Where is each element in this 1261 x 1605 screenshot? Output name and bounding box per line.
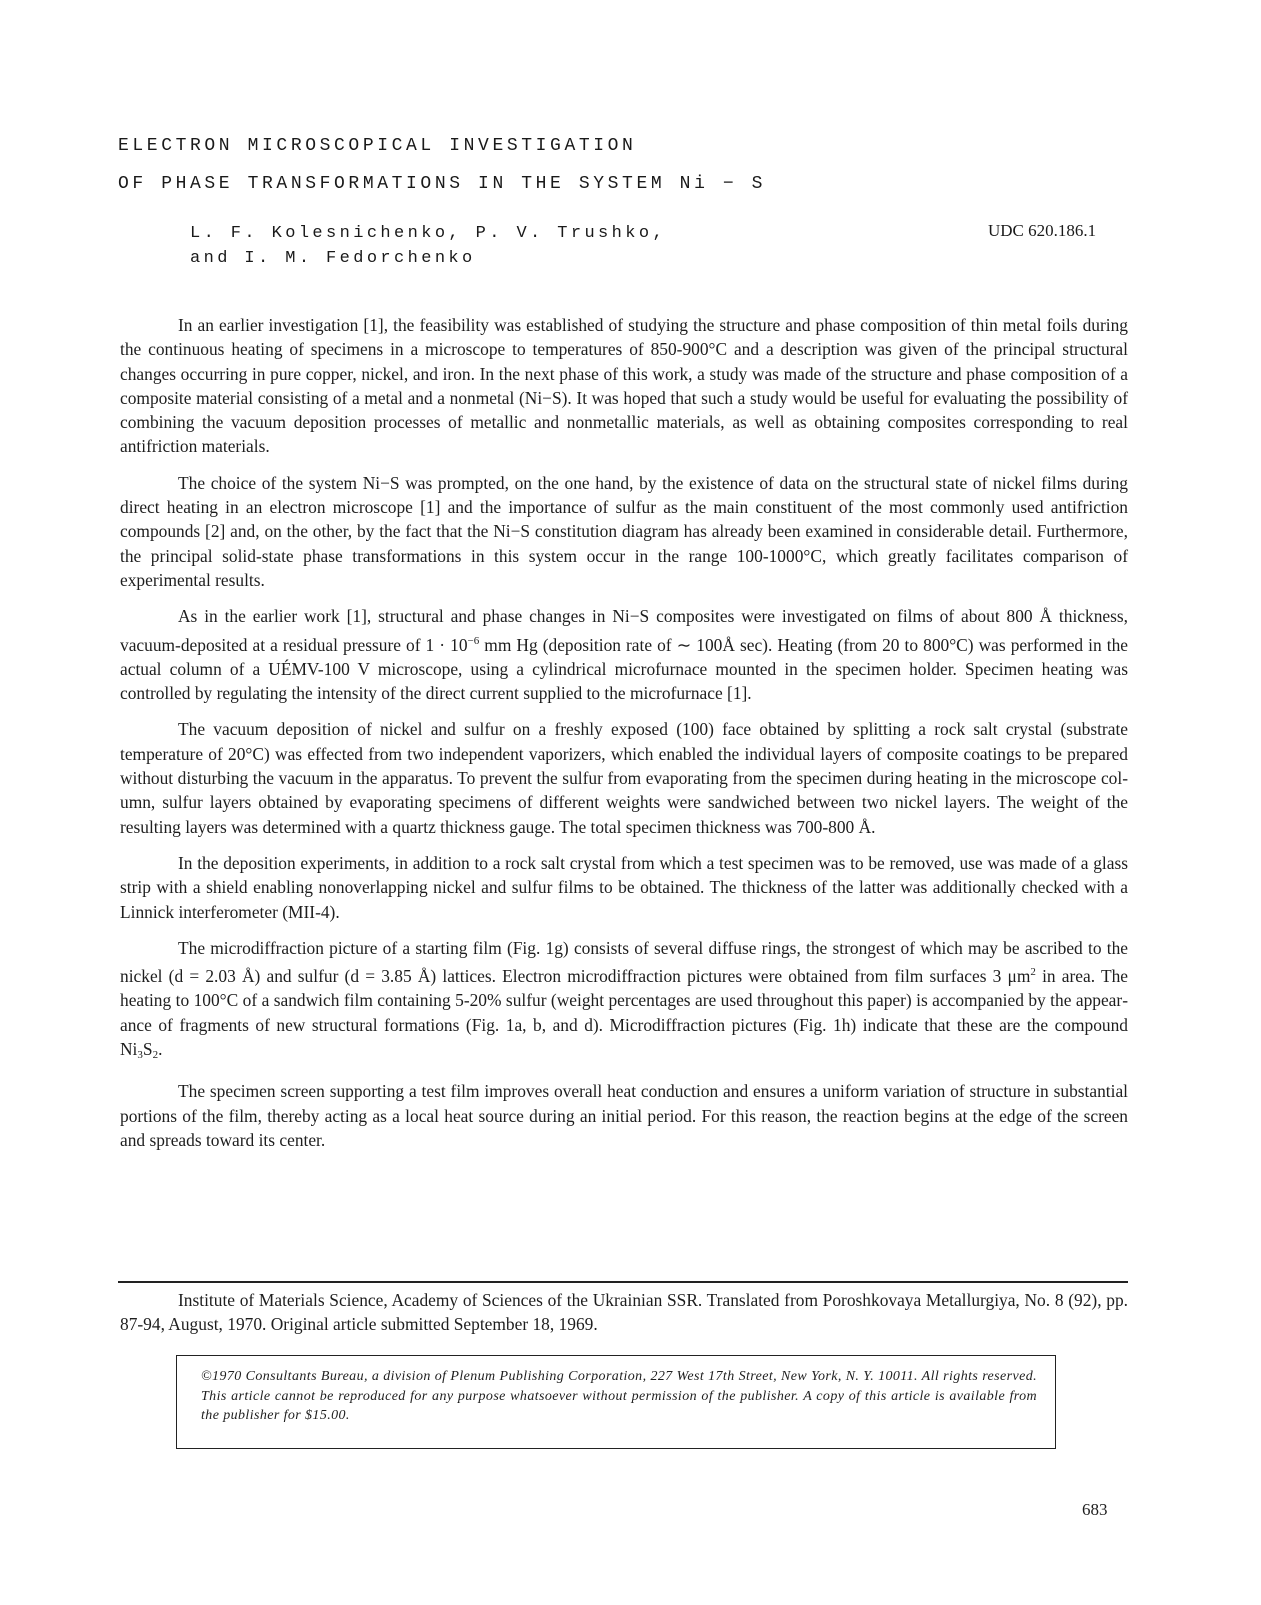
paragraph-6 bbox=[120, 936, 1128, 1067]
article-body bbox=[120, 313, 1128, 1164]
author-line-2: and I. M. Fedorchenko bbox=[190, 249, 476, 268]
paragraph-6-text-c: S bbox=[142, 1039, 153, 1060]
pressure-exponent: −6 bbox=[467, 634, 480, 647]
paragraph-6-text-a: The microdiffraction picture of a starting film (Fig. 1g) consists of several diffuse rings, the strongest of which may be ascribed to the nickel (d = 2.03 Å) and sulfur (d = 3.85 Å) lattices. Electron microdiffraction pictures were obtained from film surfaces 3 μm bbox=[120, 937, 1128, 987]
article-title-line-2: OF PHASE TRANSFORMATIONS IN THE SYSTEM Ni − S bbox=[118, 174, 767, 194]
udc-code: UDC 620.186.1 bbox=[988, 221, 1097, 240]
paragraph-6-text-b: in area. The heating to 100°C of a sandwich film containing 5-20% sulfur (weight percentages are used throughout this paper) is accompanied by the appearance of fragments of new structural formations (Fig. 1a, b, and d). Microdiffraction pictures (Fig. 1h) indicate that these are the compound Ni bbox=[120, 966, 1128, 1060]
author-list bbox=[190, 221, 666, 271]
footnote-divider bbox=[118, 1281, 1128, 1283]
paragraph-3-text-b: mm Hg (deposition rate of ∼ 100Å sec). Heating (from 20 to 800°C) was performed in the actual column of a UÉMV-100 V microscope, using a cylindrical microfurnace mounted in the specimen holder. Specimen heating was controlled by regulating the intensity of the direct current supplied to the microfurnace [1]. bbox=[120, 634, 1128, 704]
area-exponent: 2 bbox=[1030, 966, 1036, 979]
author-line-1: L. F. Kolesnichenko, P. V. Trushko, bbox=[190, 224, 667, 243]
formula-subscript-1: 3 bbox=[137, 1049, 143, 1062]
paragraph-4: The vacuum deposition of nickel and sulfur on a freshly exposed (100) face obtained by splitting a rock salt crystal (substrate temperature of 20°C) was effected from two independent vaporizers, which enabled the individual layers of composite coatings to be prepared without disturbing the vacuum in the apparatus. To prevent the sulfur from evaporating from the specimen during heating in the microscope column, sulfur layers obtained by evaporating specimens of different weights were sandwiched between two nickel layers. The weight of the resulting layers was determined with a quartz thickness gauge. The total specimen thickness was 700-800 Å. bbox=[120, 719, 1128, 837]
page-number: 683 bbox=[1082, 1500, 1108, 1519]
paragraph-6-text-d: . bbox=[158, 1039, 163, 1060]
copyright-notice: ©1970 Consultants Bureau, a division of Plenum Publishing Corporation, 227 West 17th Street, New York, N. Y. 10011. All rights reserved. This article cannot be reproduced for any purpose whatsoever without permission of the publisher. A copy of this article is available from the publisher for $15.00. bbox=[201, 1369, 1037, 1423]
article-title-line-1: ELECTRON MICROSCOPICAL INVESTIGATION bbox=[118, 136, 637, 156]
formula-subscript-2: 2 bbox=[152, 1049, 159, 1062]
affiliation-footnote: Institute of Materials Science, Academy of Sciences of the Ukrainian SSR. Translated from Poroshkovaya Metallurgiya, No. 8 (92), pp. 87-94, August, 1970. Original article submitted September 18, 1969. bbox=[120, 1290, 1128, 1335]
copyright-box bbox=[176, 1355, 1056, 1449]
paragraph-7: The specimen screen supporting a test film improves overall heat conduction and ensures a uniform variation of structure in substantial portions of the film, thereby acting as a local heat source during an initial period. For this reason, the reaction begins at the edge of the screen and spreads toward its center. bbox=[120, 1081, 1128, 1150]
paragraph-3-text-a: As in the earlier work [1], structural and phase changes in Ni−S composites were investigated on films of about 800 Å thickness, vacuum-deposited at a residual pressure of 1 · 10 bbox=[120, 606, 1128, 655]
paragraph-1: In an earlier investigation [1], the feasibility was established of studying the structure and phase composition of thin metal foils during the continuous heating of specimens in a microscope to temperatures of 850-900°C and a description was given of the principal structural changes occurring in pure copper, nickel, and iron. In the next phase of this work, a study was made of the structure and phase composition of a composite material consisting of a metal and a nonmetal (Ni−S). It was hoped that such a study would be useful for evaluating the possibility of combining the vacuum deposition processes of metallic and nonmetallic materials, as well as obtaining composites corresponding to real antifriction materials. bbox=[120, 315, 1128, 457]
paragraph-5: In the deposition experiments, in addition to a rock salt crystal from which a test specimen was to be removed, use was made of a glass strip with a shield enabling nonoverlapping nickel and sulfur films to be obtained. The thickness of the latter was additionally checked with a Linnick interferometer (MII-4). bbox=[120, 852, 1128, 922]
paragraph-3 bbox=[120, 604, 1128, 705]
paragraph-2: The choice of the system Ni−S was prompted, on the one hand, by the existence of data on the structural state of nickel films during direct heating in an electron microscope [1] and the importance of sulfur as the main constituent of the most commonly used antifriction compounds [2] and, on the other, by the fact that the Ni−S constitution diagram has already been examined in considerable detail. Furthermore, the principal solid-state phase transformations in this system occur in the range 100-1000°C, which greatly facilitates comparison of experimental results. bbox=[120, 472, 1128, 590]
